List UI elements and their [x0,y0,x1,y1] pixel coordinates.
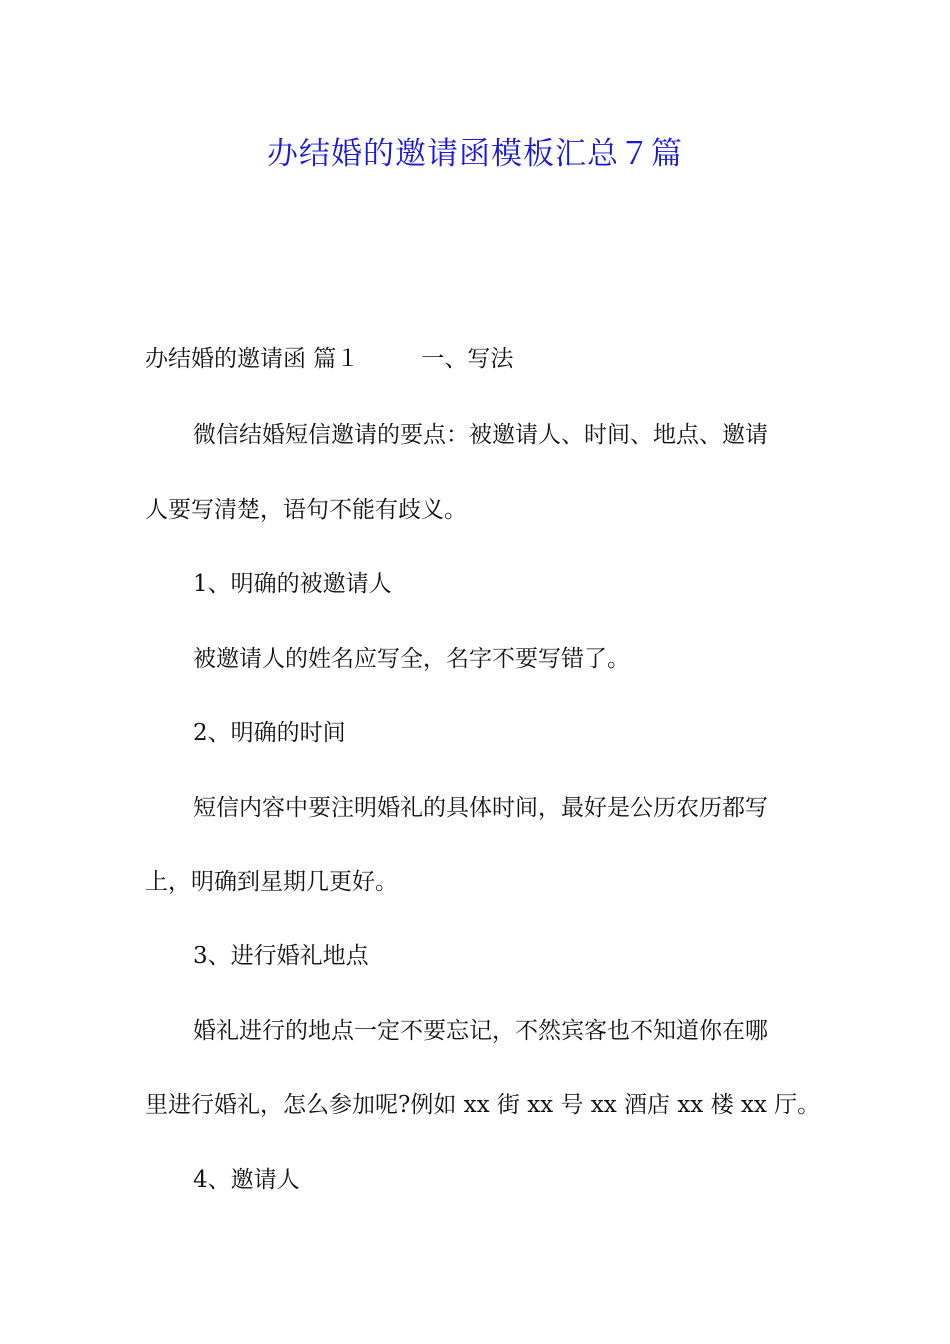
paragraph-line: 人要写清楚，语句不能有歧义。 [145,497,467,523]
paragraph-line: 微信结婚短信邀请的要点：被邀请人、时间、地点、邀请 [193,422,768,448]
list-heading: 1、明确的被邀请人 [193,571,392,597]
paragraph-line: 婚礼进行的地点一定不要忘记，不然宾客也不知道你在哪 [193,1018,768,1044]
subheading: 一、写法 [421,346,514,372]
section-heading-line [145,339,815,379]
list-heading: 3、进行婚礼地点 [193,943,369,969]
list-heading: 2、明确的时间 [193,720,346,746]
paragraph-line: 短信内容中要注明婚礼的具体时间，最好是公历农历都写 [193,795,768,821]
document-title: 办结婚的邀请函模板汇总７篇 [267,136,683,172]
list-heading: 4、邀请人 [193,1167,300,1193]
paragraph-line: 被邀请人的姓名应写全，名字不要写错了。 [193,646,630,672]
paragraph-line: 上，明确到星期几更好。 [145,869,398,895]
paragraph-line: 里进行婚礼，怎么参加呢?例如 xx 街 xx 号 xx 酒店 xx 楼 xx 厅。 [145,1092,821,1118]
section-heading: 办结婚的邀请函 篇１ [145,346,360,372]
